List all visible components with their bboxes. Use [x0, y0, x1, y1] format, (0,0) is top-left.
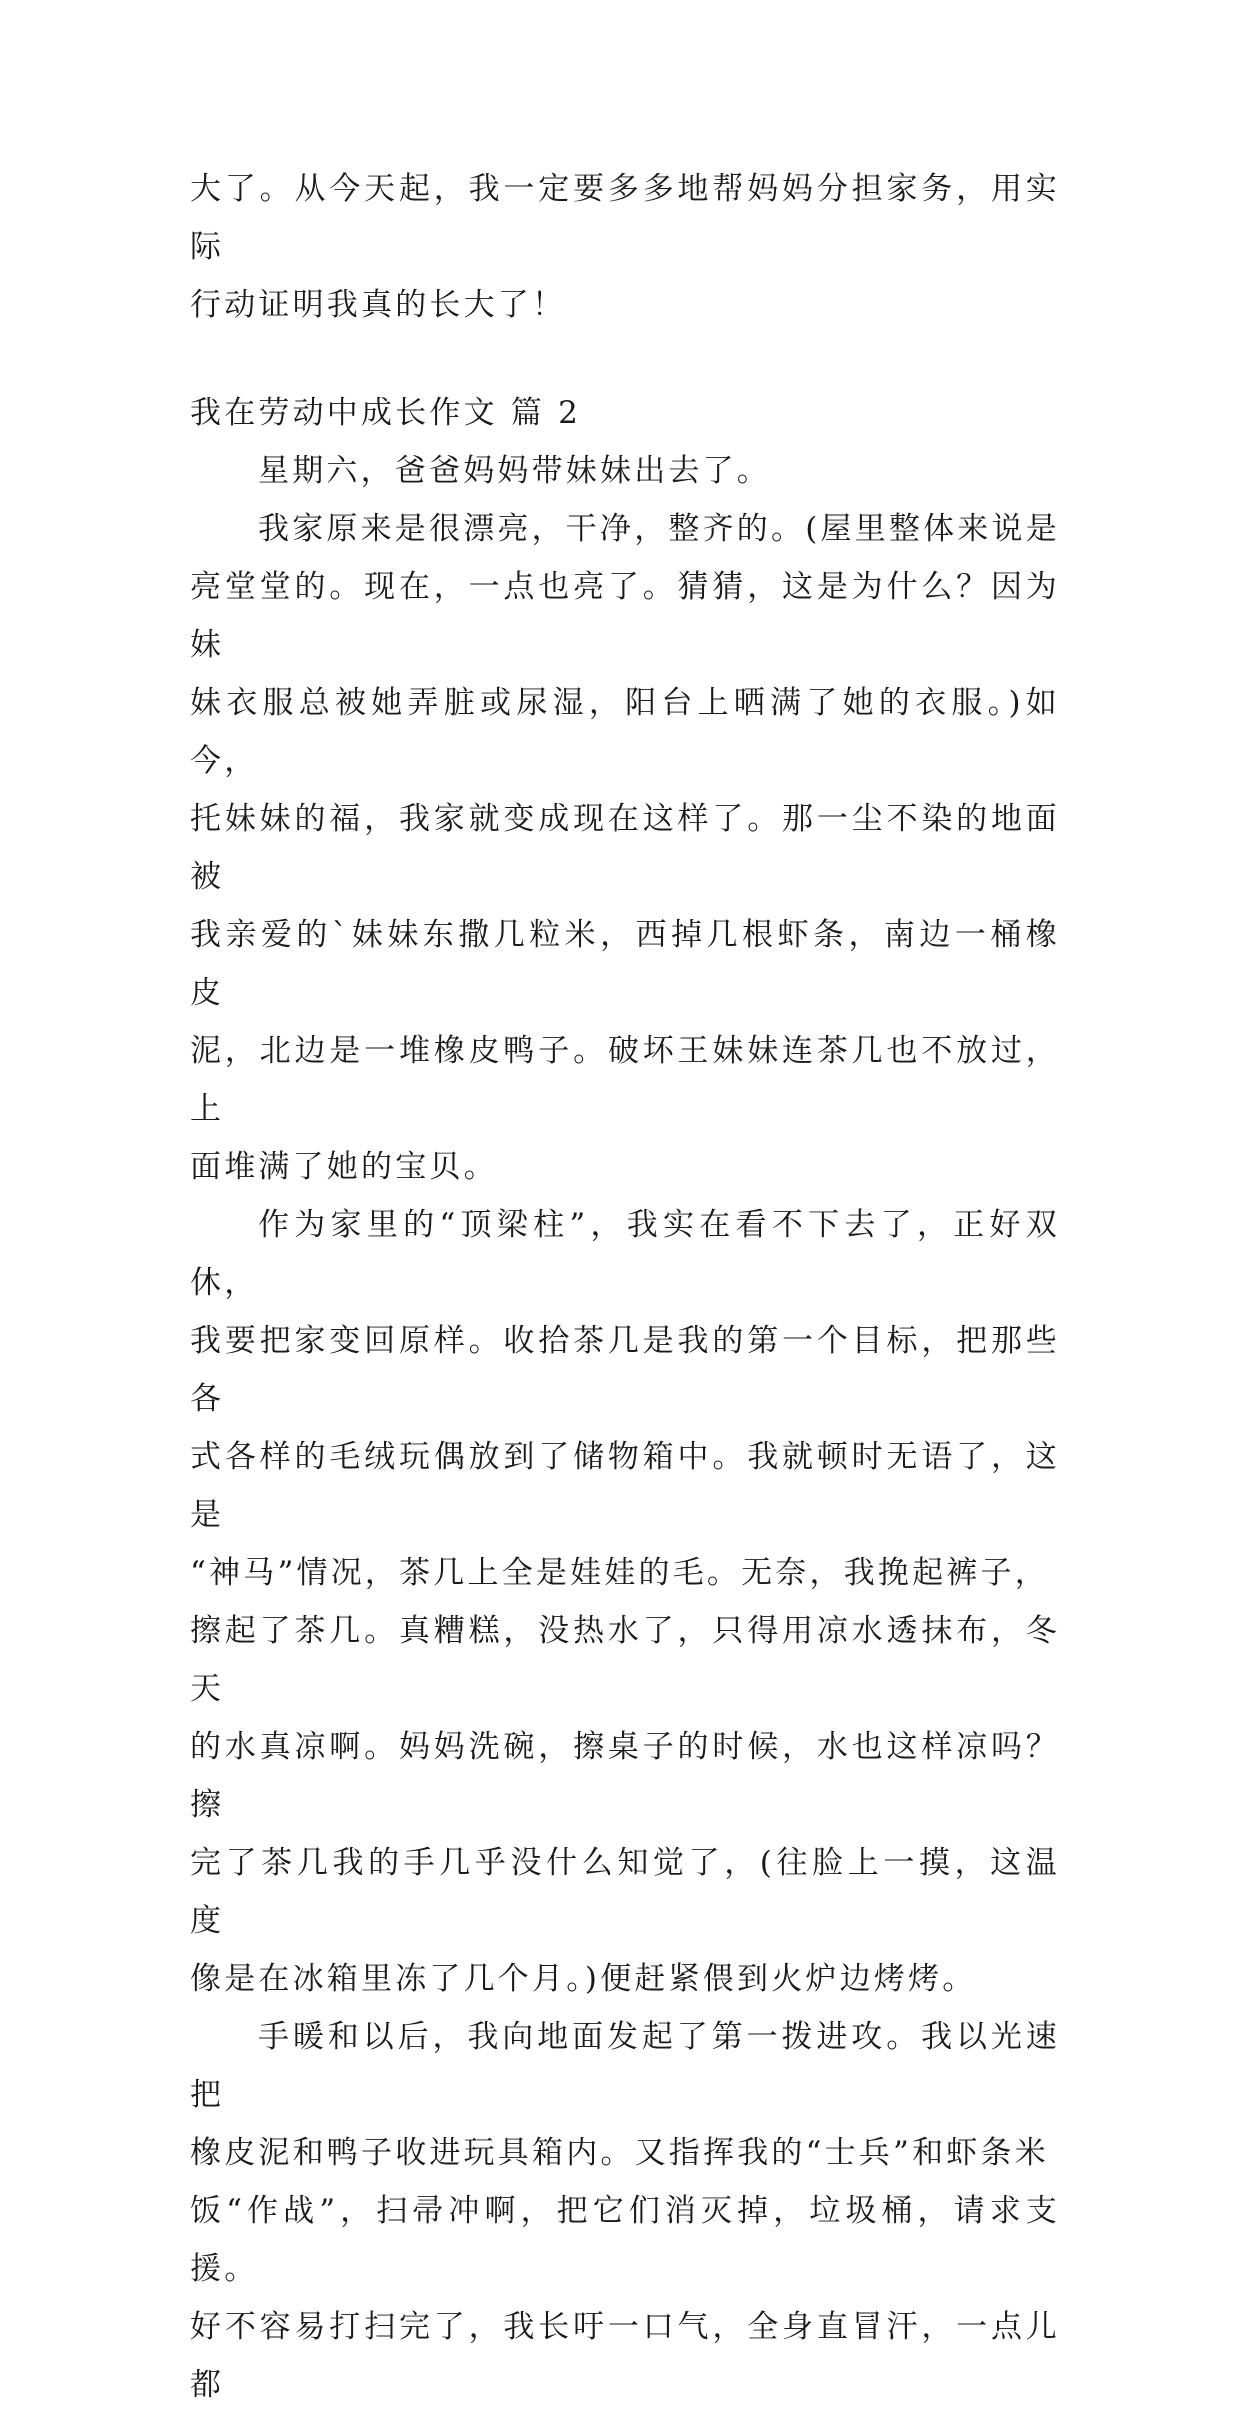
text-line: “神马”情况，茶几上全是娃娃的毛。无奈，我挽起裤子，: [190, 1555, 1049, 1591]
paragraph-2: [190, 500, 1060, 1196]
text-line: 式各样的毛绒玩偶放到了储物箱中。我就顿时无语了，这是: [190, 1439, 1060, 1533]
text-line: 擦起了茶几。真糟糕，没热水了，只得用凉水透抹布，冬天: [190, 1613, 1060, 1707]
text-line: 托妹妹的福，我家就变成现在这样了。那一尘不染的地面被: [190, 801, 1060, 895]
text-line: 我家原来是很漂亮，干净，整齐的。(屋里整体来说是: [258, 511, 1060, 547]
text-line: 橡皮泥和鸭子收进玩具箱内。又指挥我的“士兵”和虾条米: [190, 2135, 1049, 2171]
paragraph-4: [190, 2008, 1060, 2414]
section-heading: 我在劳动中成长作文 篇 2: [190, 395, 582, 431]
text-line: 我亲爱的`妹妹东撒几粒米，西掉几根虾条，南边一桶橡皮: [190, 917, 1060, 1011]
text-line: 泥，北边是一堆橡皮鸭子。破坏王妹妹连茶几也不放过，上: [190, 1033, 1060, 1127]
text-line: 星期六，爸爸妈妈带妹妹出去了。: [258, 453, 771, 489]
paragraph-1: [190, 442, 1060, 500]
text-line: 亮堂堂的。现在，一点也亮了。猜猜，这是为什么？因为妹: [190, 569, 1060, 663]
text-line: 妹衣服总被她弄脏或尿湿，阳台上晒满了她的衣服。)如今，: [190, 685, 1060, 779]
text-line: 手暖和以后，我向地面发起了第一拨进攻。我以光速把: [190, 2019, 1060, 2113]
text-line: 饭“作战”，扫帚冲啊，把它们消灭掉，垃圾桶，请求支援。: [190, 2193, 1060, 2287]
paragraph-3: [190, 1196, 1060, 2008]
text-line: 我要把家变回原样。收拾茶几是我的第一个目标，把那些各: [190, 1323, 1060, 1417]
text-line: 面堆满了她的宝贝。: [190, 1149, 498, 1185]
text-line: 的水真凉啊。妈妈洗碗，擦桌子的时候，水也这样凉吗？擦: [190, 1729, 1060, 1823]
text-line: 完了茶几我的手几乎没什么知觉了，(往脸上一摸，这温度: [190, 1845, 1060, 1939]
text-line: 好不容易打扫完了，我长吁一口气，全身直冒汗，一点儿都: [190, 2309, 1060, 2403]
document-page: [190, 160, 1060, 2414]
text-line: 行动证明我真的长大了！: [190, 287, 567, 323]
continued-paragraph: [190, 160, 1060, 334]
text-line: 大了。从今天起，我一定要多多地帮妈妈分担家务，用实际: [190, 171, 1060, 265]
text-line: 像是在冰箱里冻了几个月。)便赶紧偎到火炉边烤烤。: [190, 1961, 977, 1997]
text-line: 作为家里的“顶梁柱”，我实在看不下去了，正好双休，: [190, 1207, 1060, 1301]
